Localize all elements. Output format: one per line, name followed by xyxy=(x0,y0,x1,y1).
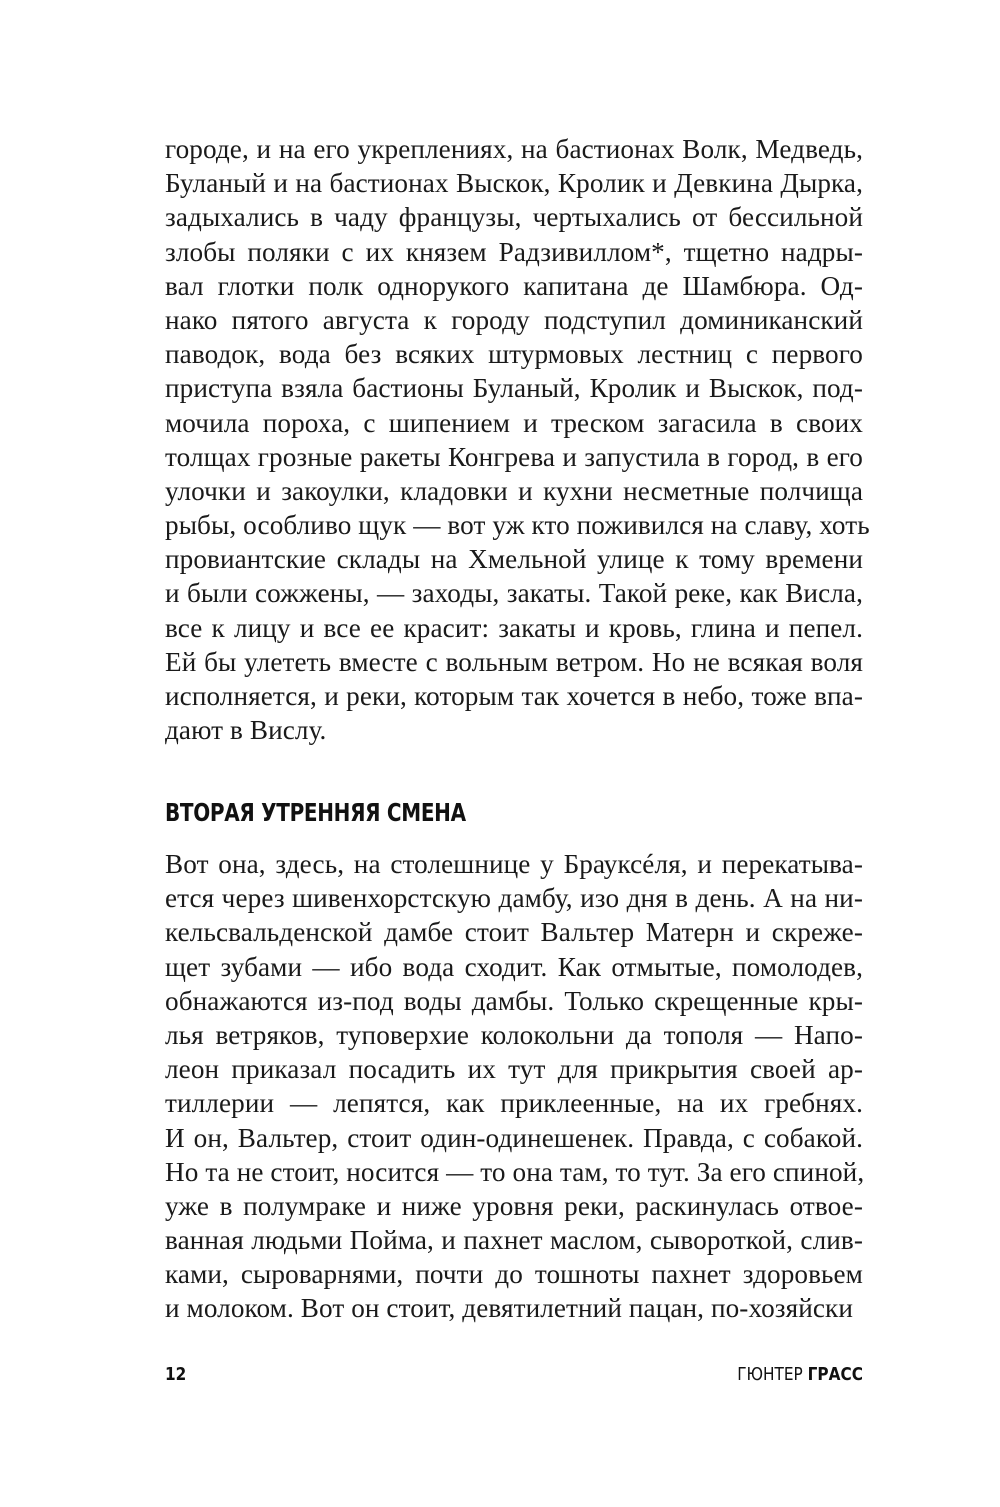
text-line: провиантские склады на Хмельной улице к тому времени xyxy=(165,544,863,575)
text-line: паводок, вода без всяких штурмовых лестниц с первого xyxy=(165,339,863,370)
text-line: задыхались в чаду французы, чертыхались от бессильной xyxy=(165,202,863,233)
text-line: щет зубами — ибо вода сходит. Как отмытые, помолодев, xyxy=(165,951,863,982)
text-line: леон приказал посадить их тут для прикрытия своей ар- xyxy=(165,1054,863,1085)
text-line: и были сожжены, — заходы, закаты. Такой реке, как Висла, xyxy=(165,578,863,609)
text-line: ется через шивенхорстскую дамбу, изо дня в день. А на ни- xyxy=(165,883,863,914)
text-line: толщах грозные ракеты Конгрева и запустила в город, в его xyxy=(165,441,863,472)
text-line: нако пятого августа к городу подступил доминиканский xyxy=(165,304,863,335)
text-line: городе, и на его укреплениях, на бастионах Волк, Медведь, xyxy=(165,134,863,164)
text-line: все к лицу и все ее красит: закаты и кровь, глина и пепел. xyxy=(165,612,863,643)
text-line: Ей бы улететь вместе с вольным ветром. Но не всякая воля xyxy=(165,646,863,677)
text-line: ванная людьми Пойма, и пахнет маслом, сывороткой, слив- xyxy=(165,1225,863,1256)
text-line: уже в полумраке и ниже уровня реки, раскинулась отвое- xyxy=(165,1190,863,1221)
text-line: Но та не стоит, носится — то она там, то тут. За его спиной, xyxy=(165,1156,865,1187)
author-last-name: ГРАСС xyxy=(807,1364,863,1385)
text-line: И он, Вальтер, стоит один-одинешенек. Правда, с собакой. xyxy=(165,1122,863,1153)
text-line: кельсвальденской дамбе стоит Вальтер Матерн и скреже- xyxy=(165,917,863,948)
text-line: мочила пороха, с шипением и треском загасила в своих xyxy=(165,407,863,438)
text-line: лья ветряков, туповерхие колокольни да тополя — Напо- xyxy=(165,1019,863,1050)
page-number: 12 xyxy=(165,1364,187,1385)
paragraph-2 xyxy=(165,847,863,1326)
text-line: тиллерии — лепятся, как приклеенные, на их гребнях. xyxy=(165,1088,863,1119)
running-footer-author xyxy=(737,1364,863,1386)
chapter-heading: ВТОРАЯ УТРЕННЯЯ СМЕНА xyxy=(165,798,466,827)
author-first-name: ГЮНТЕР xyxy=(737,1364,803,1385)
text-line: улочки и закоулки, кладовки и кухни несметные полчища xyxy=(165,475,863,506)
text-line: приступа взяла бастионы Буланый, Кролик и Выскок, под- xyxy=(165,373,863,404)
paragraph-1 xyxy=(165,132,870,747)
text-line: Буланый и на бастионах Выскок, Кролик и Девкина Дырка, xyxy=(165,168,863,199)
text-line: дают в Вислу. xyxy=(165,715,327,746)
text-line: обнажаются из-под воды дамбы. Только скрещенные кры- xyxy=(165,985,863,1016)
text-line: и молоком. Вот он стоит, девятилетний пацан, по-хозяйски xyxy=(165,1293,854,1324)
text-line: ками, сыроварнями, почти до тошноты пахнет здоровьем xyxy=(165,1259,863,1290)
text-line: злобы поляки с их князем Радзивиллом*, тщетно надры- xyxy=(165,236,863,267)
text-line: Вот она, здесь, на столешнице у Брауксéля, и перекатыва- xyxy=(165,849,863,879)
text-line: вал глотки полк однорукого капитана де Шамбюра. Од- xyxy=(165,270,863,301)
text-line: рыбы, особливо щук — вот уж кто поживился на славу, хоть xyxy=(165,510,870,541)
text-line: исполняется, и реки, которым так хочется в небо, тоже впа- xyxy=(165,681,863,711)
